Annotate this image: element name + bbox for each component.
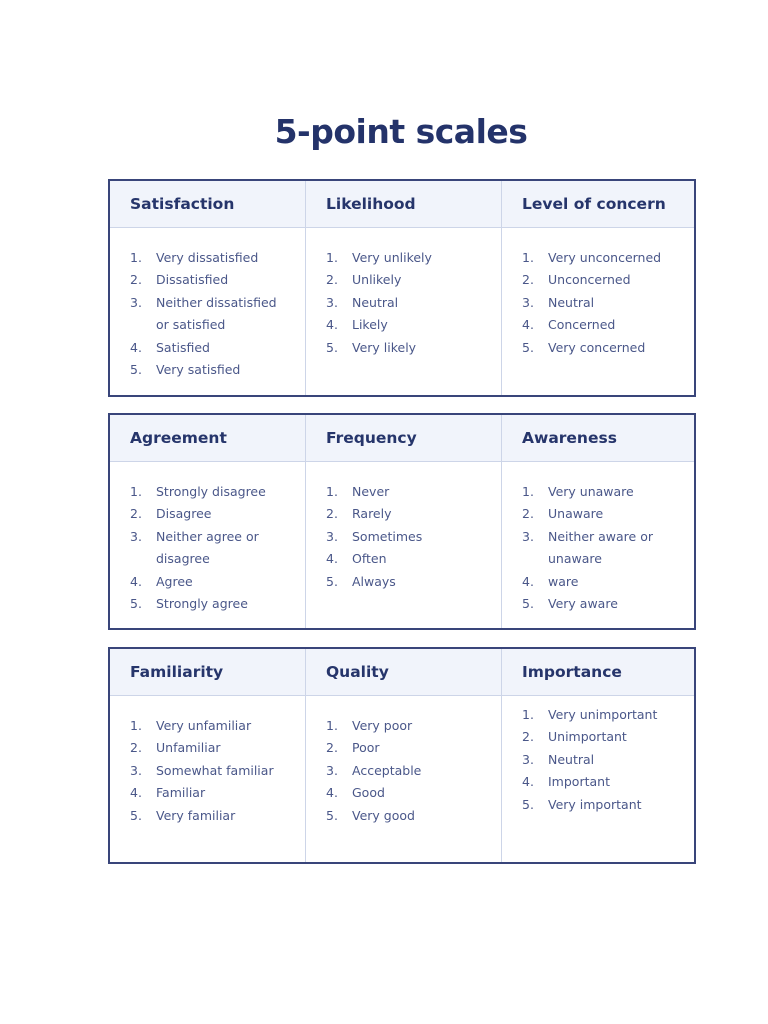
scale-table-agreement-frequency-awareness (108, 413, 696, 630)
scale-list-cell-awareness (502, 462, 694, 628)
list-item: 3. Neutral (326, 294, 399, 310)
list-item: 5. Very good (326, 807, 415, 823)
list-item: 4. Familiar (130, 785, 206, 801)
list-item: 5. Very familiar (130, 807, 236, 823)
scale-list-cell-importance (502, 696, 694, 862)
list-item: 2. Unfamiliar (130, 740, 221, 756)
page-title: 5-point scales (274, 112, 528, 151)
list-item: 3. Neutral (522, 294, 595, 310)
scale-list (130, 715, 293, 827)
list-item: 3. Acceptable (326, 762, 422, 778)
list-item: 3. Neutral (522, 751, 595, 767)
list-item: 5. Very aware (522, 596, 618, 612)
list-item: 1. Very unconcerned (522, 250, 662, 265)
list-item: 4. Good (326, 785, 385, 801)
list-item: 3. Neither aware or unaware (522, 528, 653, 567)
list-item: 5. Always (326, 573, 396, 589)
list-item: 5. Very likely (326, 339, 417, 355)
list-item: 4. Agree (130, 573, 193, 589)
list-item: 2. Dissatisfied (130, 272, 229, 288)
list-item: 1. Very dissatisfied (130, 250, 259, 265)
list-item: 1. Very unfamiliar (130, 718, 252, 733)
list-item: 5. Very satisfied (130, 362, 241, 378)
list-item: 1. Very unlikely (326, 250, 432, 265)
list-item: 1. Very unimportant (522, 707, 658, 722)
list-item: 3. Somewhat familiar (130, 762, 274, 778)
scale-list (326, 247, 489, 359)
column-heading-satisfaction: Satisfaction (110, 181, 306, 228)
scale-list-cell-agreement (110, 462, 306, 628)
list-item: 5. Strongly agree (130, 596, 248, 612)
list-item: 3. Neither dissatisfied or satisfied (130, 294, 277, 333)
scale-list (522, 704, 682, 816)
list-item: 4. Satisfied (130, 339, 210, 355)
scale-list-cell-familiarity (110, 696, 306, 862)
list-item: 2. Rarely (326, 506, 392, 522)
list-item: 2. Unlikely (326, 272, 402, 288)
scale-list-cell-level-of-concern (502, 228, 694, 395)
column-heading-importance: Importance (502, 649, 694, 696)
scale-list (130, 247, 293, 381)
column-heading-frequency: Frequency (306, 415, 502, 462)
scale-list-cell-frequency (306, 462, 502, 628)
column-heading-quality: Quality (306, 649, 502, 696)
list-item: 2. Poor (326, 740, 380, 756)
column-heading-likelihood: Likelihood (306, 181, 502, 228)
scale-list (522, 481, 682, 615)
list-item: 2. Unconcerned (522, 272, 631, 288)
scale-list-cell-satisfaction (110, 228, 306, 395)
scale-list (522, 247, 682, 359)
column-heading-awareness: Awareness (502, 415, 694, 462)
list-item: 5. Very important (522, 796, 642, 812)
column-heading-level-of-concern: Level of concern (502, 181, 694, 228)
list-item: 1. Never (326, 484, 390, 499)
scale-list-cell-likelihood (306, 228, 502, 395)
scale-list (326, 715, 489, 827)
scale-list (326, 481, 489, 593)
column-heading-familiarity: Familiarity (110, 649, 306, 696)
list-item: 2. Unaware (522, 506, 604, 522)
list-item: 4. Concerned (522, 317, 616, 333)
list-item: 1. Very unaware (522, 484, 634, 499)
list-item: 3. Neither agree or disagree (130, 528, 259, 567)
scale-list-cell-quality (306, 696, 502, 862)
list-item: 5. Very concerned (522, 339, 646, 355)
list-item: 4. Often (326, 551, 387, 567)
list-item: 2. Unimportant (522, 729, 627, 745)
column-heading-agreement: Agreement (110, 415, 306, 462)
list-item: 4. ware (522, 573, 579, 589)
list-item: 3. Sometimes (326, 528, 423, 544)
list-item: 4. Likely (326, 317, 388, 333)
scale-table-familiarity-quality-importance (108, 647, 696, 864)
list-item: 1. Very poor (326, 718, 413, 733)
scale-table-satisfaction-likelihood-concern (108, 179, 696, 397)
list-item: 4. Important (522, 774, 610, 790)
list-item: 1. Strongly disagree (130, 484, 266, 499)
list-item: 2. Disagree (130, 506, 212, 522)
scale-list (130, 481, 293, 615)
